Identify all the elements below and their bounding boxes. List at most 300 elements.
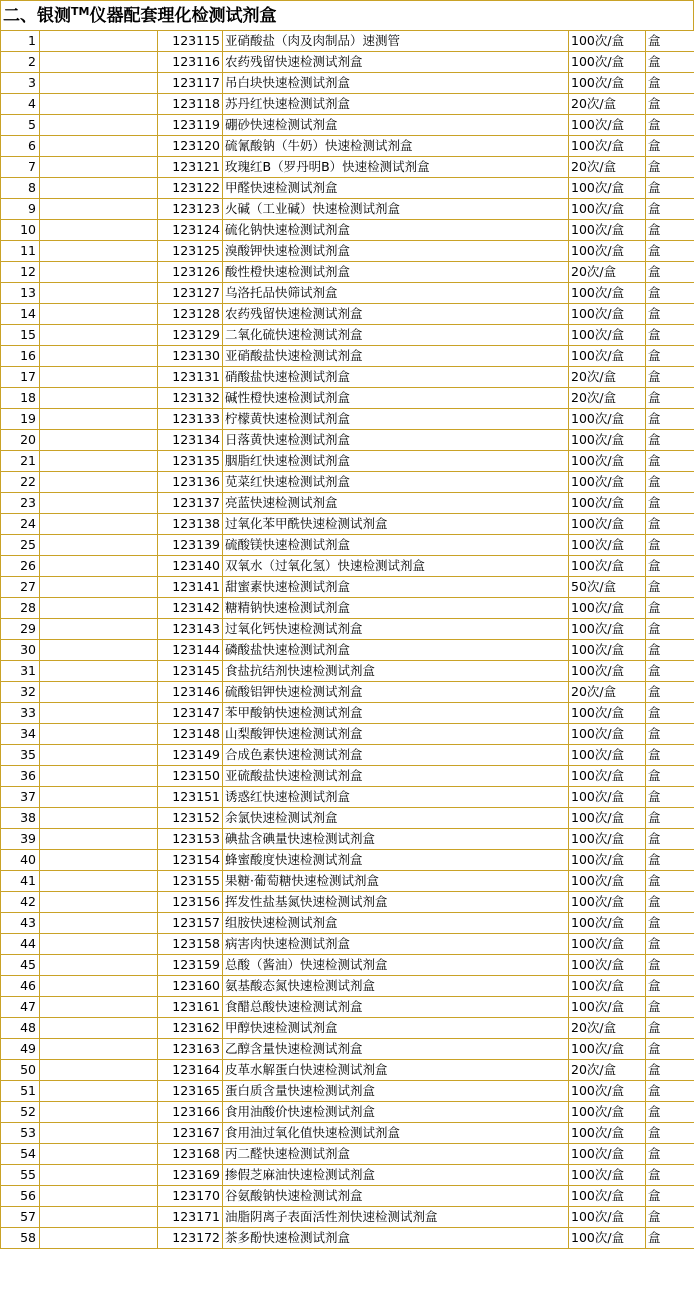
unit-cell[interactable]: 盒 <box>646 871 694 892</box>
product-name-cell[interactable]: 硫酸铝钾快速检测试剂盒 <box>223 682 569 703</box>
specification-cell[interactable]: 100次/盒 <box>569 766 646 787</box>
specification-cell[interactable]: 100次/盒 <box>569 955 646 976</box>
product-code-cell[interactable]: 123126 <box>158 262 223 283</box>
product-name-cell[interactable]: 硝酸盐快速检测试剂盒 <box>223 367 569 388</box>
empty-cell[interactable] <box>40 1102 158 1123</box>
unit-cell[interactable]: 盒 <box>646 661 694 682</box>
row-number-cell[interactable]: 41 <box>1 871 40 892</box>
empty-cell[interactable] <box>40 703 158 724</box>
empty-cell[interactable] <box>40 556 158 577</box>
unit-cell[interactable]: 盒 <box>646 1144 694 1165</box>
product-code-cell[interactable]: 123132 <box>158 388 223 409</box>
product-code-cell[interactable]: 123152 <box>158 808 223 829</box>
product-code-cell[interactable]: 123148 <box>158 724 223 745</box>
row-number-cell[interactable]: 27 <box>1 577 40 598</box>
unit-cell[interactable]: 盒 <box>646 157 694 178</box>
unit-cell[interactable]: 盒 <box>646 178 694 199</box>
specification-cell[interactable]: 100次/盒 <box>569 493 646 514</box>
row-number-cell[interactable]: 45 <box>1 955 40 976</box>
specification-cell[interactable]: 100次/盒 <box>569 745 646 766</box>
specification-cell[interactable]: 100次/盒 <box>569 451 646 472</box>
product-name-cell[interactable]: 食用油酸价快速检测试剂盒 <box>223 1102 569 1123</box>
product-code-cell[interactable]: 123142 <box>158 598 223 619</box>
row-number-cell[interactable]: 14 <box>1 304 40 325</box>
unit-cell[interactable]: 盒 <box>646 892 694 913</box>
empty-cell[interactable] <box>40 661 158 682</box>
product-code-cell[interactable]: 123136 <box>158 472 223 493</box>
product-code-cell[interactable]: 123139 <box>158 535 223 556</box>
product-code-cell[interactable]: 123166 <box>158 1102 223 1123</box>
unit-cell[interactable]: 盒 <box>646 1165 694 1186</box>
empty-cell[interactable] <box>40 829 158 850</box>
empty-cell[interactable] <box>40 451 158 472</box>
empty-cell[interactable] <box>40 199 158 220</box>
empty-cell[interactable] <box>40 325 158 346</box>
row-number-cell[interactable]: 9 <box>1 199 40 220</box>
product-name-cell[interactable]: 总酸（酱油）快速检测试剂盒 <box>223 955 569 976</box>
row-number-cell[interactable]: 4 <box>1 94 40 115</box>
unit-cell[interactable]: 盒 <box>646 472 694 493</box>
product-name-cell[interactable]: 柠檬黄快速检测试剂盒 <box>223 409 569 430</box>
row-number-cell[interactable]: 35 <box>1 745 40 766</box>
product-code-cell[interactable]: 123121 <box>158 157 223 178</box>
product-code-cell[interactable]: 123164 <box>158 1060 223 1081</box>
product-name-cell[interactable]: 甲醛快速检测试剂盒 <box>223 178 569 199</box>
product-code-cell[interactable]: 123130 <box>158 346 223 367</box>
row-number-cell[interactable]: 51 <box>1 1081 40 1102</box>
product-name-cell[interactable]: 硫化钠快速检测试剂盒 <box>223 220 569 241</box>
unit-cell[interactable]: 盒 <box>646 976 694 997</box>
unit-cell[interactable]: 盒 <box>646 283 694 304</box>
empty-cell[interactable] <box>40 1144 158 1165</box>
specification-cell[interactable]: 100次/盒 <box>569 1207 646 1228</box>
product-name-cell[interactable]: 甲醇快速检测试剂盒 <box>223 1018 569 1039</box>
row-number-cell[interactable]: 37 <box>1 787 40 808</box>
row-number-cell[interactable]: 5 <box>1 115 40 136</box>
product-code-cell[interactable]: 123162 <box>158 1018 223 1039</box>
specification-cell[interactable]: 100次/盒 <box>569 829 646 850</box>
product-name-cell[interactable]: 丙二醛快速检测试剂盒 <box>223 1144 569 1165</box>
product-name-cell[interactable]: 碱性橙快速检测试剂盒 <box>223 388 569 409</box>
specification-cell[interactable]: 100次/盒 <box>569 31 646 52</box>
product-name-cell[interactable]: 皮革水解蛋白快速检测试剂盒 <box>223 1060 569 1081</box>
empty-cell[interactable] <box>40 178 158 199</box>
specification-cell[interactable]: 100次/盒 <box>569 640 646 661</box>
product-code-cell[interactable]: 123167 <box>158 1123 223 1144</box>
product-code-cell[interactable]: 123150 <box>158 766 223 787</box>
specification-cell[interactable]: 20次/盒 <box>569 367 646 388</box>
empty-cell[interactable] <box>40 283 158 304</box>
specification-cell[interactable]: 100次/盒 <box>569 514 646 535</box>
product-name-cell[interactable]: 病害肉快速检测试剂盒 <box>223 934 569 955</box>
row-number-cell[interactable]: 36 <box>1 766 40 787</box>
product-name-cell[interactable]: 食醋总酸快速检测试剂盒 <box>223 997 569 1018</box>
empty-cell[interactable] <box>40 73 158 94</box>
empty-cell[interactable] <box>40 1207 158 1228</box>
empty-cell[interactable] <box>40 934 158 955</box>
row-number-cell[interactable]: 44 <box>1 934 40 955</box>
row-number-cell[interactable]: 28 <box>1 598 40 619</box>
row-number-cell[interactable]: 52 <box>1 1102 40 1123</box>
specification-cell[interactable]: 100次/盒 <box>569 1186 646 1207</box>
row-number-cell[interactable]: 54 <box>1 1144 40 1165</box>
row-number-cell[interactable]: 39 <box>1 829 40 850</box>
empty-cell[interactable] <box>40 409 158 430</box>
unit-cell[interactable]: 盒 <box>646 1186 694 1207</box>
empty-cell[interactable] <box>40 157 158 178</box>
product-name-cell[interactable]: 磷酸盐快速检测试剂盒 <box>223 640 569 661</box>
empty-cell[interactable] <box>40 598 158 619</box>
row-number-cell[interactable]: 23 <box>1 493 40 514</box>
product-name-cell[interactable]: 合成色素快速检测试剂盒 <box>223 745 569 766</box>
product-code-cell[interactable]: 123133 <box>158 409 223 430</box>
specification-cell[interactable]: 100次/盒 <box>569 1165 646 1186</box>
unit-cell[interactable]: 盒 <box>646 451 694 472</box>
product-code-cell[interactable]: 123125 <box>158 241 223 262</box>
unit-cell[interactable]: 盒 <box>646 535 694 556</box>
empty-cell[interactable] <box>40 94 158 115</box>
product-name-cell[interactable]: 氨基酸态氮快速检测试剂盒 <box>223 976 569 997</box>
product-code-cell[interactable]: 123128 <box>158 304 223 325</box>
specification-cell[interactable]: 100次/盒 <box>569 871 646 892</box>
unit-cell[interactable]: 盒 <box>646 829 694 850</box>
unit-cell[interactable]: 盒 <box>646 1081 694 1102</box>
empty-cell[interactable] <box>40 1039 158 1060</box>
product-name-cell[interactable]: 蛋白质含量快速检测试剂盒 <box>223 1081 569 1102</box>
empty-cell[interactable] <box>40 493 158 514</box>
product-code-cell[interactable]: 123145 <box>158 661 223 682</box>
row-number-cell[interactable]: 20 <box>1 430 40 451</box>
specification-cell[interactable]: 100次/盒 <box>569 52 646 73</box>
row-number-cell[interactable]: 7 <box>1 157 40 178</box>
product-code-cell[interactable]: 123171 <box>158 1207 223 1228</box>
unit-cell[interactable]: 盒 <box>646 682 694 703</box>
product-code-cell[interactable]: 123137 <box>158 493 223 514</box>
product-code-cell[interactable]: 123158 <box>158 934 223 955</box>
empty-cell[interactable] <box>40 262 158 283</box>
empty-cell[interactable] <box>40 136 158 157</box>
unit-cell[interactable]: 盒 <box>646 808 694 829</box>
unit-cell[interactable]: 盒 <box>646 199 694 220</box>
specification-cell[interactable]: 20次/盒 <box>569 682 646 703</box>
product-code-cell[interactable]: 123141 <box>158 577 223 598</box>
empty-cell[interactable] <box>40 976 158 997</box>
row-number-cell[interactable]: 32 <box>1 682 40 703</box>
specification-cell[interactable]: 20次/盒 <box>569 388 646 409</box>
product-code-cell[interactable]: 123138 <box>158 514 223 535</box>
unit-cell[interactable]: 盒 <box>646 1018 694 1039</box>
product-code-cell[interactable]: 123160 <box>158 976 223 997</box>
row-number-cell[interactable]: 15 <box>1 325 40 346</box>
product-code-cell[interactable]: 123131 <box>158 367 223 388</box>
product-name-cell[interactable]: 亚硝酸盐（肉及肉制品）速测管 <box>223 31 569 52</box>
specification-cell[interactable]: 100次/盒 <box>569 346 646 367</box>
specification-cell[interactable]: 100次/盒 <box>569 325 646 346</box>
specification-cell[interactable]: 100次/盒 <box>569 409 646 430</box>
product-code-cell[interactable]: 123168 <box>158 1144 223 1165</box>
specification-cell[interactable]: 100次/盒 <box>569 1144 646 1165</box>
product-name-cell[interactable]: 胭脂红快速检测试剂盒 <box>223 451 569 472</box>
row-number-cell[interactable]: 53 <box>1 1123 40 1144</box>
empty-cell[interactable] <box>40 115 158 136</box>
row-number-cell[interactable]: 22 <box>1 472 40 493</box>
product-code-cell[interactable]: 123123 <box>158 199 223 220</box>
unit-cell[interactable]: 盒 <box>646 367 694 388</box>
specification-cell[interactable]: 100次/盒 <box>569 283 646 304</box>
row-number-cell[interactable]: 26 <box>1 556 40 577</box>
specification-cell[interactable]: 100次/盒 <box>569 787 646 808</box>
specification-cell[interactable]: 100次/盒 <box>569 808 646 829</box>
specification-cell[interactable]: 100次/盒 <box>569 619 646 640</box>
unit-cell[interactable]: 盒 <box>646 241 694 262</box>
specification-cell[interactable]: 20次/盒 <box>569 157 646 178</box>
product-name-cell[interactable]: 溴酸钾快速检测试剂盒 <box>223 241 569 262</box>
row-number-cell[interactable]: 40 <box>1 850 40 871</box>
product-code-cell[interactable]: 123120 <box>158 136 223 157</box>
product-code-cell[interactable]: 123127 <box>158 283 223 304</box>
empty-cell[interactable] <box>40 955 158 976</box>
unit-cell[interactable]: 盒 <box>646 1060 694 1081</box>
unit-cell[interactable]: 盒 <box>646 787 694 808</box>
product-name-cell[interactable]: 油脂阴离子表面活性剂快速检测试剂盒 <box>223 1207 569 1228</box>
empty-cell[interactable] <box>40 346 158 367</box>
unit-cell[interactable]: 盒 <box>646 220 694 241</box>
specification-cell[interactable]: 100次/盒 <box>569 115 646 136</box>
product-name-cell[interactable]: 甜蜜素快速检测试剂盒 <box>223 577 569 598</box>
product-code-cell[interactable]: 123155 <box>158 871 223 892</box>
unit-cell[interactable]: 盒 <box>646 304 694 325</box>
row-number-cell[interactable]: 10 <box>1 220 40 241</box>
product-code-cell[interactable]: 123118 <box>158 94 223 115</box>
specification-cell[interactable]: 20次/盒 <box>569 262 646 283</box>
product-code-cell[interactable]: 123124 <box>158 220 223 241</box>
product-name-cell[interactable]: 食盐抗结剂快速检测试剂盒 <box>223 661 569 682</box>
specification-cell[interactable]: 100次/盒 <box>569 556 646 577</box>
specification-cell[interactable]: 20次/盒 <box>569 94 646 115</box>
row-number-cell[interactable]: 29 <box>1 619 40 640</box>
empty-cell[interactable] <box>40 472 158 493</box>
unit-cell[interactable]: 盒 <box>646 31 694 52</box>
unit-cell[interactable]: 盒 <box>646 346 694 367</box>
product-code-cell[interactable]: 123163 <box>158 1039 223 1060</box>
unit-cell[interactable]: 盒 <box>646 556 694 577</box>
product-name-cell[interactable]: 苯甲酸钠快速检测试剂盒 <box>223 703 569 724</box>
specification-cell[interactable]: 100次/盒 <box>569 430 646 451</box>
row-number-cell[interactable]: 43 <box>1 913 40 934</box>
product-code-cell[interactable]: 123146 <box>158 682 223 703</box>
unit-cell[interactable]: 盒 <box>646 52 694 73</box>
product-name-cell[interactable]: 苏丹红快速检测试剂盒 <box>223 94 569 115</box>
row-number-cell[interactable]: 25 <box>1 535 40 556</box>
specification-cell[interactable]: 100次/盒 <box>569 661 646 682</box>
product-name-cell[interactable]: 过氧化钙快速检测试剂盒 <box>223 619 569 640</box>
product-code-cell[interactable]: 123122 <box>158 178 223 199</box>
empty-cell[interactable] <box>40 640 158 661</box>
specification-cell[interactable]: 100次/盒 <box>569 724 646 745</box>
unit-cell[interactable]: 盒 <box>646 1207 694 1228</box>
product-name-cell[interactable]: 亚硫酸盐快速检测试剂盒 <box>223 766 569 787</box>
unit-cell[interactable]: 盒 <box>646 115 694 136</box>
row-number-cell[interactable]: 13 <box>1 283 40 304</box>
unit-cell[interactable]: 盒 <box>646 136 694 157</box>
row-number-cell[interactable]: 21 <box>1 451 40 472</box>
product-name-cell[interactable]: 碘盐含碘量快速检测试剂盒 <box>223 829 569 850</box>
product-code-cell[interactable]: 123135 <box>158 451 223 472</box>
specification-cell[interactable]: 100次/盒 <box>569 535 646 556</box>
product-name-cell[interactable]: 亮蓝快速检测试剂盒 <box>223 493 569 514</box>
unit-cell[interactable]: 盒 <box>646 619 694 640</box>
product-name-cell[interactable]: 糖精钠快速检测试剂盒 <box>223 598 569 619</box>
empty-cell[interactable] <box>40 724 158 745</box>
row-number-cell[interactable]: 3 <box>1 73 40 94</box>
empty-cell[interactable] <box>40 913 158 934</box>
empty-cell[interactable] <box>40 745 158 766</box>
row-number-cell[interactable]: 48 <box>1 1018 40 1039</box>
product-code-cell[interactable]: 123134 <box>158 430 223 451</box>
product-code-cell[interactable]: 123170 <box>158 1186 223 1207</box>
product-code-cell[interactable]: 123153 <box>158 829 223 850</box>
specification-cell[interactable]: 50次/盒 <box>569 577 646 598</box>
empty-cell[interactable] <box>40 1228 158 1249</box>
product-name-cell[interactable]: 蜂蜜酸度快速检测试剂盒 <box>223 850 569 871</box>
specification-cell[interactable]: 100次/盒 <box>569 598 646 619</box>
product-name-cell[interactable]: 谷氨酸钠快速检测试剂盒 <box>223 1186 569 1207</box>
empty-cell[interactable] <box>40 430 158 451</box>
specification-cell[interactable]: 100次/盒 <box>569 892 646 913</box>
row-number-cell[interactable]: 12 <box>1 262 40 283</box>
row-number-cell[interactable]: 18 <box>1 388 40 409</box>
product-code-cell[interactable]: 123116 <box>158 52 223 73</box>
specification-cell[interactable]: 100次/盒 <box>569 703 646 724</box>
row-number-cell[interactable]: 17 <box>1 367 40 388</box>
unit-cell[interactable]: 盒 <box>646 745 694 766</box>
specification-cell[interactable]: 100次/盒 <box>569 913 646 934</box>
product-code-cell[interactable]: 123156 <box>158 892 223 913</box>
product-code-cell[interactable]: 123165 <box>158 1081 223 1102</box>
product-name-cell[interactable]: 茶多酚快速检测试剂盒 <box>223 1228 569 1249</box>
product-code-cell[interactable]: 123115 <box>158 31 223 52</box>
product-code-cell[interactable]: 123161 <box>158 997 223 1018</box>
row-number-cell[interactable]: 16 <box>1 346 40 367</box>
empty-cell[interactable] <box>40 367 158 388</box>
product-name-cell[interactable]: 硫酸镁快速检测试剂盒 <box>223 535 569 556</box>
product-name-cell[interactable]: 挥发性盐基氮快速检测试剂盒 <box>223 892 569 913</box>
product-name-cell[interactable]: 日落黄快速检测试剂盒 <box>223 430 569 451</box>
row-number-cell[interactable]: 47 <box>1 997 40 1018</box>
specification-cell[interactable]: 100次/盒 <box>569 1123 646 1144</box>
row-number-cell[interactable]: 50 <box>1 1060 40 1081</box>
unit-cell[interactable]: 盒 <box>646 997 694 1018</box>
product-code-cell[interactable]: 123149 <box>158 745 223 766</box>
specification-cell[interactable]: 100次/盒 <box>569 976 646 997</box>
empty-cell[interactable] <box>40 850 158 871</box>
product-code-cell[interactable]: 123157 <box>158 913 223 934</box>
unit-cell[interactable]: 盒 <box>646 73 694 94</box>
empty-cell[interactable] <box>40 304 158 325</box>
product-name-cell[interactable]: 二氧化硫快速检测试剂盒 <box>223 325 569 346</box>
row-number-cell[interactable]: 2 <box>1 52 40 73</box>
unit-cell[interactable]: 盒 <box>646 493 694 514</box>
product-code-cell[interactable]: 123129 <box>158 325 223 346</box>
unit-cell[interactable]: 盒 <box>646 94 694 115</box>
product-code-cell[interactable]: 123117 <box>158 73 223 94</box>
empty-cell[interactable] <box>40 997 158 1018</box>
product-code-cell[interactable]: 123159 <box>158 955 223 976</box>
unit-cell[interactable]: 盒 <box>646 409 694 430</box>
row-number-cell[interactable]: 8 <box>1 178 40 199</box>
empty-cell[interactable] <box>40 787 158 808</box>
row-number-cell[interactable]: 57 <box>1 1207 40 1228</box>
specification-cell[interactable]: 100次/盒 <box>569 73 646 94</box>
unit-cell[interactable]: 盒 <box>646 640 694 661</box>
specification-cell[interactable]: 100次/盒 <box>569 136 646 157</box>
specification-cell[interactable]: 100次/盒 <box>569 178 646 199</box>
row-number-cell[interactable]: 56 <box>1 1186 40 1207</box>
product-name-cell[interactable]: 过氧化苯甲酰快速检测试剂盒 <box>223 514 569 535</box>
empty-cell[interactable] <box>40 388 158 409</box>
unit-cell[interactable]: 盒 <box>646 703 694 724</box>
product-name-cell[interactable]: 山梨酸钾快速检测试剂盒 <box>223 724 569 745</box>
row-number-cell[interactable]: 38 <box>1 808 40 829</box>
row-number-cell[interactable]: 49 <box>1 1039 40 1060</box>
specification-cell[interactable]: 100次/盒 <box>569 934 646 955</box>
unit-cell[interactable]: 盒 <box>646 1039 694 1060</box>
specification-cell[interactable]: 100次/盒 <box>569 199 646 220</box>
product-name-cell[interactable]: 火碱（工业碱）快速检测试剂盒 <box>223 199 569 220</box>
unit-cell[interactable]: 盒 <box>646 430 694 451</box>
product-name-cell[interactable]: 酸性橙快速检测试剂盒 <box>223 262 569 283</box>
empty-cell[interactable] <box>40 892 158 913</box>
specification-cell[interactable]: 20次/盒 <box>569 1018 646 1039</box>
empty-cell[interactable] <box>40 31 158 52</box>
unit-cell[interactable]: 盒 <box>646 850 694 871</box>
empty-cell[interactable] <box>40 619 158 640</box>
specification-cell[interactable]: 100次/盒 <box>569 850 646 871</box>
product-code-cell[interactable]: 123144 <box>158 640 223 661</box>
unit-cell[interactable]: 盒 <box>646 934 694 955</box>
specification-cell[interactable]: 100次/盒 <box>569 304 646 325</box>
unit-cell[interactable]: 盒 <box>646 1123 694 1144</box>
empty-cell[interactable] <box>40 220 158 241</box>
product-code-cell[interactable]: 123147 <box>158 703 223 724</box>
row-number-cell[interactable]: 34 <box>1 724 40 745</box>
specification-cell[interactable]: 100次/盒 <box>569 220 646 241</box>
specification-cell[interactable]: 20次/盒 <box>569 1060 646 1081</box>
specification-cell[interactable]: 100次/盒 <box>569 1102 646 1123</box>
product-code-cell[interactable]: 123151 <box>158 787 223 808</box>
row-number-cell[interactable]: 24 <box>1 514 40 535</box>
unit-cell[interactable]: 盒 <box>646 766 694 787</box>
row-number-cell[interactable]: 31 <box>1 661 40 682</box>
product-name-cell[interactable]: 吊白块快速检测试剂盒 <box>223 73 569 94</box>
unit-cell[interactable]: 盒 <box>646 262 694 283</box>
empty-cell[interactable] <box>40 1060 158 1081</box>
row-number-cell[interactable]: 33 <box>1 703 40 724</box>
empty-cell[interactable] <box>40 871 158 892</box>
empty-cell[interactable] <box>40 1186 158 1207</box>
product-name-cell[interactable]: 苋菜红快速检测试剂盒 <box>223 472 569 493</box>
specification-cell[interactable]: 100次/盒 <box>569 1228 646 1249</box>
unit-cell[interactable]: 盒 <box>646 577 694 598</box>
empty-cell[interactable] <box>40 514 158 535</box>
row-number-cell[interactable]: 6 <box>1 136 40 157</box>
row-number-cell[interactable]: 19 <box>1 409 40 430</box>
unit-cell[interactable]: 盒 <box>646 514 694 535</box>
product-name-cell[interactable]: 余氯快速检测试剂盒 <box>223 808 569 829</box>
specification-cell[interactable]: 100次/盒 <box>569 241 646 262</box>
row-number-cell[interactable]: 58 <box>1 1228 40 1249</box>
unit-cell[interactable]: 盒 <box>646 1102 694 1123</box>
